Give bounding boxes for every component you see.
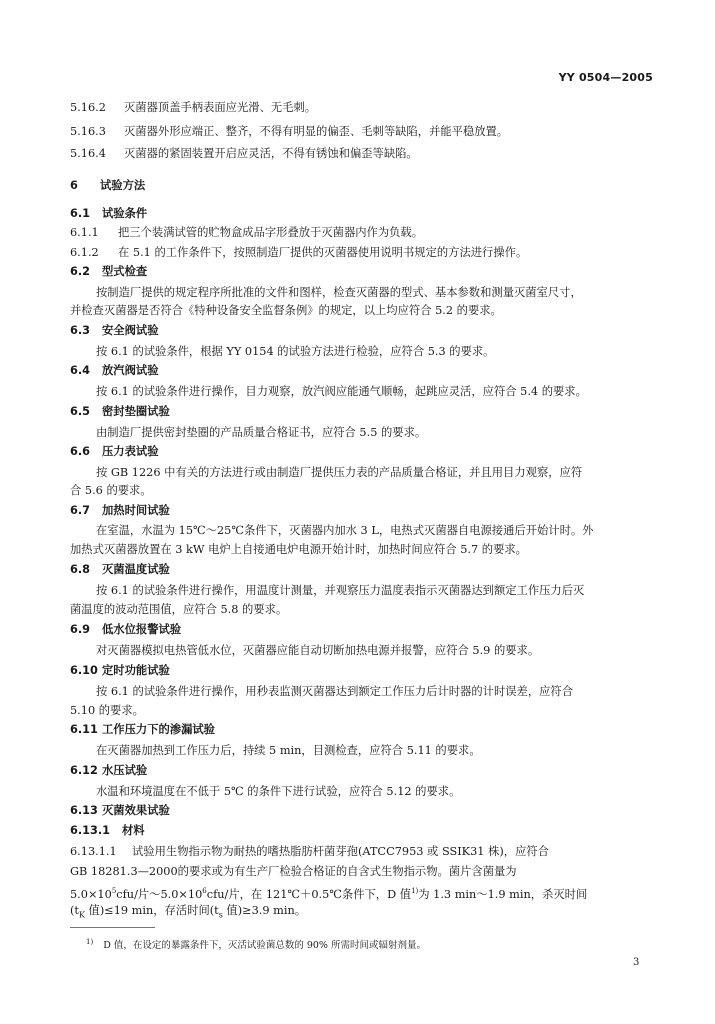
clause-number: 6.8 bbox=[70, 563, 91, 576]
body-line: 由制造厂提供密封垫圈的产品质量合格证书，应符合 5.5 的要求。 bbox=[96, 426, 427, 439]
body-line: 水温和环境温度在不低于 5℃ 的条件下进行试验，应符合 5.12 的要求。 bbox=[96, 785, 461, 798]
clause-6-1-2 bbox=[70, 245, 652, 260]
clause-6-13-1-heading bbox=[70, 823, 652, 838]
footnote-ref: 1) bbox=[411, 887, 419, 895]
clause-6-6-heading bbox=[70, 444, 652, 459]
clause-number: 6.1.2 bbox=[70, 246, 99, 259]
section-title: 试验方法 bbox=[100, 179, 146, 192]
clause-title: 灭菌效果试验 bbox=[102, 804, 170, 817]
section-number: 6 bbox=[70, 179, 78, 192]
clause-number: 6.3 bbox=[70, 324, 91, 337]
clause-5-16-3 bbox=[70, 124, 652, 139]
clause-text: 灭菌器外形应端正、整齐，不得有明显的偏歪、毛刺等缺陷，并能平稳放置。 bbox=[124, 125, 509, 138]
count-lower: 5.0×10 bbox=[70, 887, 112, 901]
exponent: 5 bbox=[111, 887, 117, 895]
clause-title: 型式检查 bbox=[102, 265, 148, 278]
clause-6-4-heading bbox=[70, 363, 652, 378]
clause-number: 6.9 bbox=[70, 623, 91, 636]
clause-number: 6.1 bbox=[70, 207, 91, 220]
subscript: K bbox=[78, 910, 85, 920]
clause-number: 6.13.1.1 bbox=[70, 845, 117, 858]
clause-6-7-heading bbox=[70, 503, 652, 518]
section-6-heading bbox=[70, 178, 652, 193]
clause-number: 6.5 bbox=[70, 405, 91, 418]
body-line: 按 6.1 的试验条件进行操作，用温度计测量，并观察压力温度表指示灭菌器达到额定工作压力后灭 bbox=[96, 584, 585, 597]
body-line: 按 6.1 的试验条件，根据 YY 0154 的试验方法进行检验，应符合 5.3 的要求。 bbox=[96, 345, 495, 358]
body-line: 加热式灭菌器放置在 3 kW 电炉上自接通电炉电源开始计时，加热时间应符合 5.7 的要求。 bbox=[70, 543, 527, 556]
clause-title: 安全阀试验 bbox=[102, 324, 159, 337]
clause-title: 压力表试验 bbox=[102, 445, 159, 458]
footnote-rule bbox=[70, 927, 155, 928]
clause-6-9-heading bbox=[70, 622, 652, 637]
body-line: 按 GB 1226 中有关的方法进行或由制造厂提供压力表的产品质量合格证，并且用目力观察，应符 bbox=[96, 466, 583, 479]
footnote-mark: 1) bbox=[86, 937, 94, 946]
clause-title: 水压试验 bbox=[102, 764, 148, 777]
body-line-with-exponents bbox=[70, 884, 652, 902]
body-line: 并检查灭菌器是否符合《特种设备安全监督条例》的规定，以上均应符合 5.2 的要求。 bbox=[70, 304, 502, 317]
clause-title: 灭菌温度试验 bbox=[102, 563, 170, 576]
clause-title: 材料 bbox=[122, 824, 145, 837]
clause-5-16-2 bbox=[70, 100, 652, 115]
clause-text: 灭菌器顶盖手柄表面应光滑、无毛刺。 bbox=[124, 101, 317, 114]
clause-6-3-heading bbox=[70, 323, 652, 338]
clause-title: 试验条件 bbox=[102, 207, 148, 220]
clause-6-2-heading bbox=[70, 264, 652, 279]
clause-6-13-heading bbox=[70, 803, 652, 818]
clause-5-16-4 bbox=[70, 146, 652, 161]
document-code-header: YY 0504—2005 bbox=[558, 71, 653, 84]
clause-number: 5.16.2 bbox=[70, 101, 106, 114]
subscript: s bbox=[218, 910, 223, 920]
clause-number: 6.12 bbox=[70, 764, 98, 777]
clause-number: 6.6 bbox=[70, 445, 91, 458]
clause-number: 6.1.1 bbox=[70, 226, 99, 239]
survival-time-value: 值)≥3.9 min。 bbox=[222, 904, 307, 917]
clause-6-10-heading bbox=[70, 663, 652, 678]
clause-number: 5.16.4 bbox=[70, 147, 106, 160]
clause-number: 6.2 bbox=[70, 265, 91, 278]
page-number: 3 bbox=[633, 957, 640, 968]
clause-6-13-1-1 bbox=[70, 844, 652, 859]
body-line: 对灭菌器模拟电热管低水位，灭菌器应能自动切断加热电源并报警，应符合 5.9 的要求。 bbox=[96, 644, 540, 657]
body-line: 按 6.1 的试验条件进行操作，目力观察，放汽阀应能通气顺畅，起跳应灵活，应符合 5.4 的要求。 bbox=[96, 385, 587, 398]
clause-title: 加热时间试验 bbox=[102, 504, 170, 517]
clause-number: 6.13 bbox=[70, 804, 98, 817]
body-line: 在室温，水温为 15℃～25℃条件下，灭菌器内加水 3 L，电热式灭菌器自电源接通后开始计时。外 bbox=[96, 524, 594, 537]
clause-number: 6.4 bbox=[70, 364, 91, 377]
clause-title: 密封垫圈试验 bbox=[102, 405, 170, 418]
clause-number: 5.16.3 bbox=[70, 125, 106, 138]
footnote-text: D 值，在设定的暴露条件下，灭活试验菌总数的 90% 所需时间或辐射剂量。 bbox=[103, 940, 426, 951]
clause-title: 工作压力下的渗漏试验 bbox=[102, 723, 215, 736]
clause-text: 试验用生物指示物为耐热的嗜热脂肪杆菌芽孢(ATCC7953 或 SSIK31 株)，应符合 bbox=[132, 845, 549, 858]
clause-number: 6.10 bbox=[70, 664, 98, 677]
footnote bbox=[86, 937, 426, 951]
exponent: 6 bbox=[202, 887, 207, 895]
clause-number: 6.13.1 bbox=[70, 824, 111, 837]
clause-number: 6.11 bbox=[70, 723, 98, 736]
clause-title: 放汽阀试验 bbox=[102, 364, 159, 377]
body-line: 5.10 的要求。 bbox=[70, 704, 144, 717]
kill-time-value: 值)≤19 min，存活时间(t bbox=[84, 904, 219, 917]
clause-title: 定时功能试验 bbox=[102, 664, 170, 677]
d-value-range: 为 1.3 min～1.9 min，杀灭时间 bbox=[418, 887, 588, 901]
clause-text: 在 5.1 的工作条件下，按照制造厂提供的灭菌器使用说明书规定的方法进行操作。 bbox=[118, 246, 528, 259]
body-line: 按制造厂提供的规定程序所批准的文件和图样，检查灭菌器的型式、基本参数和测量灭菌室尺寸， bbox=[96, 286, 582, 299]
clause-6-12-heading bbox=[70, 763, 652, 778]
body-line: GB 18281.3—2000的要求或为有生产厂检验合格证的自含式生物指示物。菌片含菌量为 bbox=[70, 865, 517, 878]
body-line: 菌温度的波动范围值，应符合 5.8 的要求。 bbox=[70, 603, 288, 616]
clause-6-11-heading bbox=[70, 722, 652, 737]
count-upper: cfu/片～5.0×10 bbox=[116, 887, 203, 901]
body-line-with-subscripts bbox=[70, 903, 652, 922]
clause-6-1-heading bbox=[70, 206, 652, 221]
clause-text: 灭菌器的紧固装置开启应灵活，不得有锈蚀和偏歪等缺陷。 bbox=[124, 147, 418, 160]
body-line: 在灭菌器加热到工作压力后，持续 5 min，目测检查，应符合 5.11 的要求。 bbox=[96, 744, 481, 757]
clause-6-1-1 bbox=[70, 225, 652, 240]
kill-time-open: (t bbox=[70, 904, 79, 917]
clause-number: 6.7 bbox=[70, 504, 91, 517]
clause-6-5-heading bbox=[70, 404, 652, 419]
body-line: 按 6.1 的试验条件进行操作，用秒表监测灭菌器达到额定工作压力后计时器的计时误差，应符合 bbox=[96, 685, 574, 698]
condition-text: cfu/片，在 121℃＋0.5℃条件下，D 值 bbox=[206, 887, 412, 901]
clause-title: 低水位报警试验 bbox=[102, 623, 182, 636]
clause-text: 把三个装满试管的贮物盒成品字形叠放于灭菌器内作为负载。 bbox=[118, 226, 424, 239]
body-line: 合 5.6 的要求。 bbox=[70, 484, 152, 497]
clause-6-8-heading bbox=[70, 562, 652, 577]
